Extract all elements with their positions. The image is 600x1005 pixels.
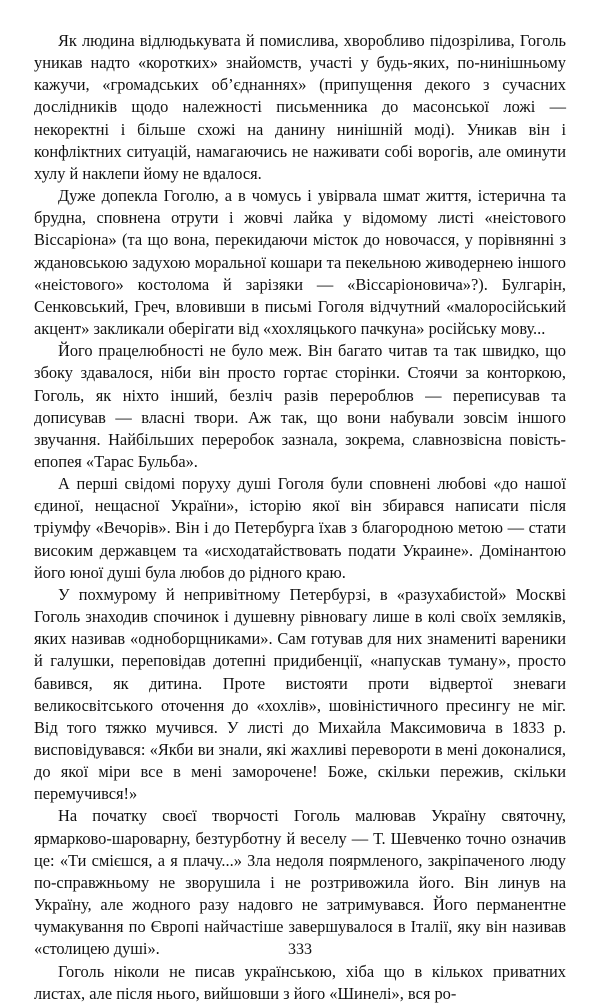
paragraph-5: У похмурому й непривітному Петербурзі, в «разухабистой» Москві Гоголь знаходив спочинок і душевну рівновагу лише в колі своїх земляків, яких називав «одноборщниками». Сам готував для них знамениті вареники й галушки, переповідав дотепні придибенції, «напускав туману», просто бавився, як дитина. Проте вистояти проти відвертої зневаги великосвітського оточення до «хохлів», шовіністичного пресингу не міг. Від того тяжко мучився. У листі до Михайла Максимовича в 1833 р. висповідувався: «Якби ви знали, які жахливі перевороти в мені доконалися, до якої міри все в мені заморочене! Боже, скільки пережив, скільки перемучився!» [34,584,566,804]
paragraph-4: А перші свідомі поруху душі Гоголя були сповнені любові «до нашої єдиної, нещасної України», історію якої він збирався написати після тріумфу «Вечорів». Він і до Петербурга їхав з благородною метою — стати високим державцем та «исходатайствовать подати Украине». Домінантою його юної душі була любов до рідного краю. [34,474,566,582]
paragraph-3: Його працелюбності не було меж. Він багато читав та так швидко, що збоку здавалося, ніби він просто гортає сторінки. Стоячи за конторкою, Гоголь, як ніхто інший, безліч разів перероблюв — переписував та дописував — власні твори. Аж так, що вони набували зовсім іншого звучання. Найбільших переробок зазнала, зокрема, славнозвісна повість-епопея «Тарас Бульба». [34,341,566,471]
paragraph-6: На початку своєї творчості Гоголь малював Україну святочну, ярмарково-шароварну, безтурботну й веселу — Т. Шевченко точно означив це: «Ти смієшся, а я плачу...» Зла недоля поярмленого, закріпаченого люду по-справжньому не зворушила і не розтривожила його. Він линув на Україну, але жодного разу надовго не затримувався. Його перманентне чумакування по Європі найчастіше завершувалося в Італії, яку він називав «столицею душі». [34,806,566,959]
paragraph-7: Гоголь ніколи не писав українською, хіба що в кількох приватних листах, але після нього, вийшовши з його «Шинелі», вся ро- [34,961,566,1003]
body-text [34,30,566,1005]
paragraph-1: Як людина відлюдькувата й помислива, хворобливо підозрілива, Гоголь уникав надто «коротких» знайомств, участі у будь-яких, по-нинішньому кажучи, «громадських об’єднаннях» (припущення декого з сучасних дослідників щодо належності письменника до масонської ложі — некоректні і більше схожі на данину нинішній моді). Уникав він і конфліктних ситуацій, намагаючись не наживати собі ворогів, але оминути хулу й наклепи йому не вдалося. [34,31,566,183]
paragraph-2: Дуже допекла Гоголю, а в чомусь і увірвала шмат життя, істерична та брудна, сповнена отрути і жовчі лайка у відомому листі «неістового Віссаріона» (та що вона, перекидаючи місток до новочасся, у порівнянні з ждановською задухою моральної кошари та пекельною живодернею іншого «неістового» костолома й зарізяки — «Віссаріоновича»?). Булгарін, Сенковський, Греч, вловивши в письмі Гоголя відчутний «малоросійський акцент» закликали оберігати від «хохляцького пачкуна» російську мову... [34,186,566,339]
page-number: 333 [288,941,312,958]
